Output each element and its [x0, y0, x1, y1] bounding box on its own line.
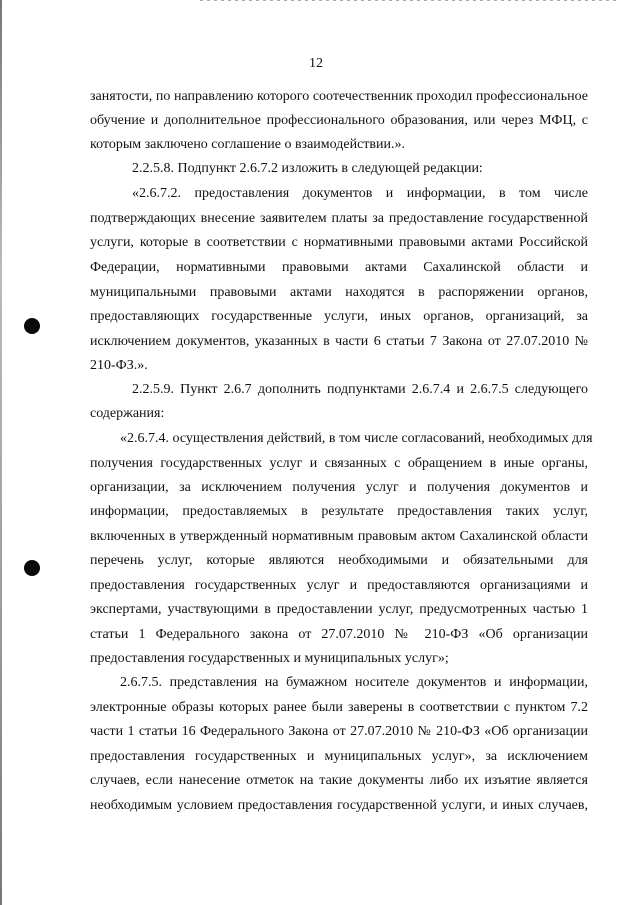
text-line: случаев, если нанесение отметок на такие документы либо их изъятие является — [90, 773, 588, 788]
punch-hole-upper — [24, 318, 40, 334]
text-line: занятости, по направлению которого соотечественник проходил профессиональное — [90, 89, 588, 104]
text-line: обучение и дополнительное профессионального образования, или через МФЦ, с — [90, 113, 588, 128]
text-line: подтверждающих внесение заявителем платы за предоставление государственной — [90, 211, 588, 226]
text-line: экспертами, участвующими в предоставлении услуг, предусмотренных частью 1 — [90, 602, 588, 617]
paragraph-start: 2.2.5.9. Пункт 2.6.7 дополнить подпунктами 2.6.7.4 и 2.6.7.5 следующего — [132, 382, 588, 397]
text-line: необходимым условием предоставления государственной услуги, и иных случаев, — [90, 798, 588, 813]
text-line: включенных в утвержденный нормативным правовым актом Сахалинской области — [90, 529, 588, 544]
text-line: информации, предоставляемых в результате предоставления таких услуг, — [90, 504, 588, 519]
text-line: предоставления государственных услуг и предоставляются организациями и — [90, 578, 588, 593]
text-line: Федерации, нормативными правовыми актами Сахалинской области и — [90, 260, 588, 275]
text-line: организации, за исключением получения услуг и получения документов и — [90, 480, 588, 495]
text-line: предоставления государственных и муниципальных услуг», за исключением — [90, 749, 588, 764]
text-line: перечень услуг, которые являются необходимыми и обязательными для — [90, 553, 588, 568]
text-line: получения государственных услуг и связанных с обращением в иные органы, — [90, 456, 588, 471]
text-line: статьи 1 Федерального закона от 27.07.2010 № 210-ФЗ «Об организации — [90, 627, 588, 642]
text-line: электронные образы которых ранее были заверены в соответствии с пунктом 7.2 — [90, 700, 588, 715]
paragraph-start: «2.6.7.2. предоставления документов и информации, в том числе — [132, 186, 588, 201]
page-number: 12 — [309, 56, 323, 71]
text-line: предоставления государственных и муниципальных услуг»; — [90, 651, 449, 666]
scan-edge-top — [200, 0, 620, 1]
paragraph-start: 2.6.7.5. представления на бумажном носителе документов и информации, — [120, 675, 588, 690]
scan-edge-left — [0, 0, 2, 905]
paragraph-start: «2.6.7.4. осуществления действий, в том числе согласований, необходимых для — [120, 431, 593, 446]
text-line: 210-ФЗ.». — [90, 358, 148, 373]
text-line: услуги, которые в соответствии с нормативными правовыми актами Российской — [90, 235, 588, 250]
punch-hole-lower — [24, 560, 40, 576]
text-line: которым заключено соглашение о взаимодействии.». — [90, 137, 406, 152]
paragraph-start: 2.2.5.8. Подпункт 2.6.7.2 изложить в следующей редакции: — [132, 161, 483, 176]
text-line: муниципальными правовыми актами находятся в распоряжении органов, — [90, 285, 588, 300]
text-line: предоставляющих государственные услуги, иных органов, организаций, за — [90, 309, 588, 324]
text-line: части 1 статьи 16 Федерального Закона от 27.07.2010 № 210-ФЗ «Об организации — [90, 724, 588, 739]
text-line: исключением документов, указанных в части 6 статьи 7 Закона от 27.07.2010 № — [90, 334, 588, 349]
text-line: содержания: — [90, 406, 165, 421]
